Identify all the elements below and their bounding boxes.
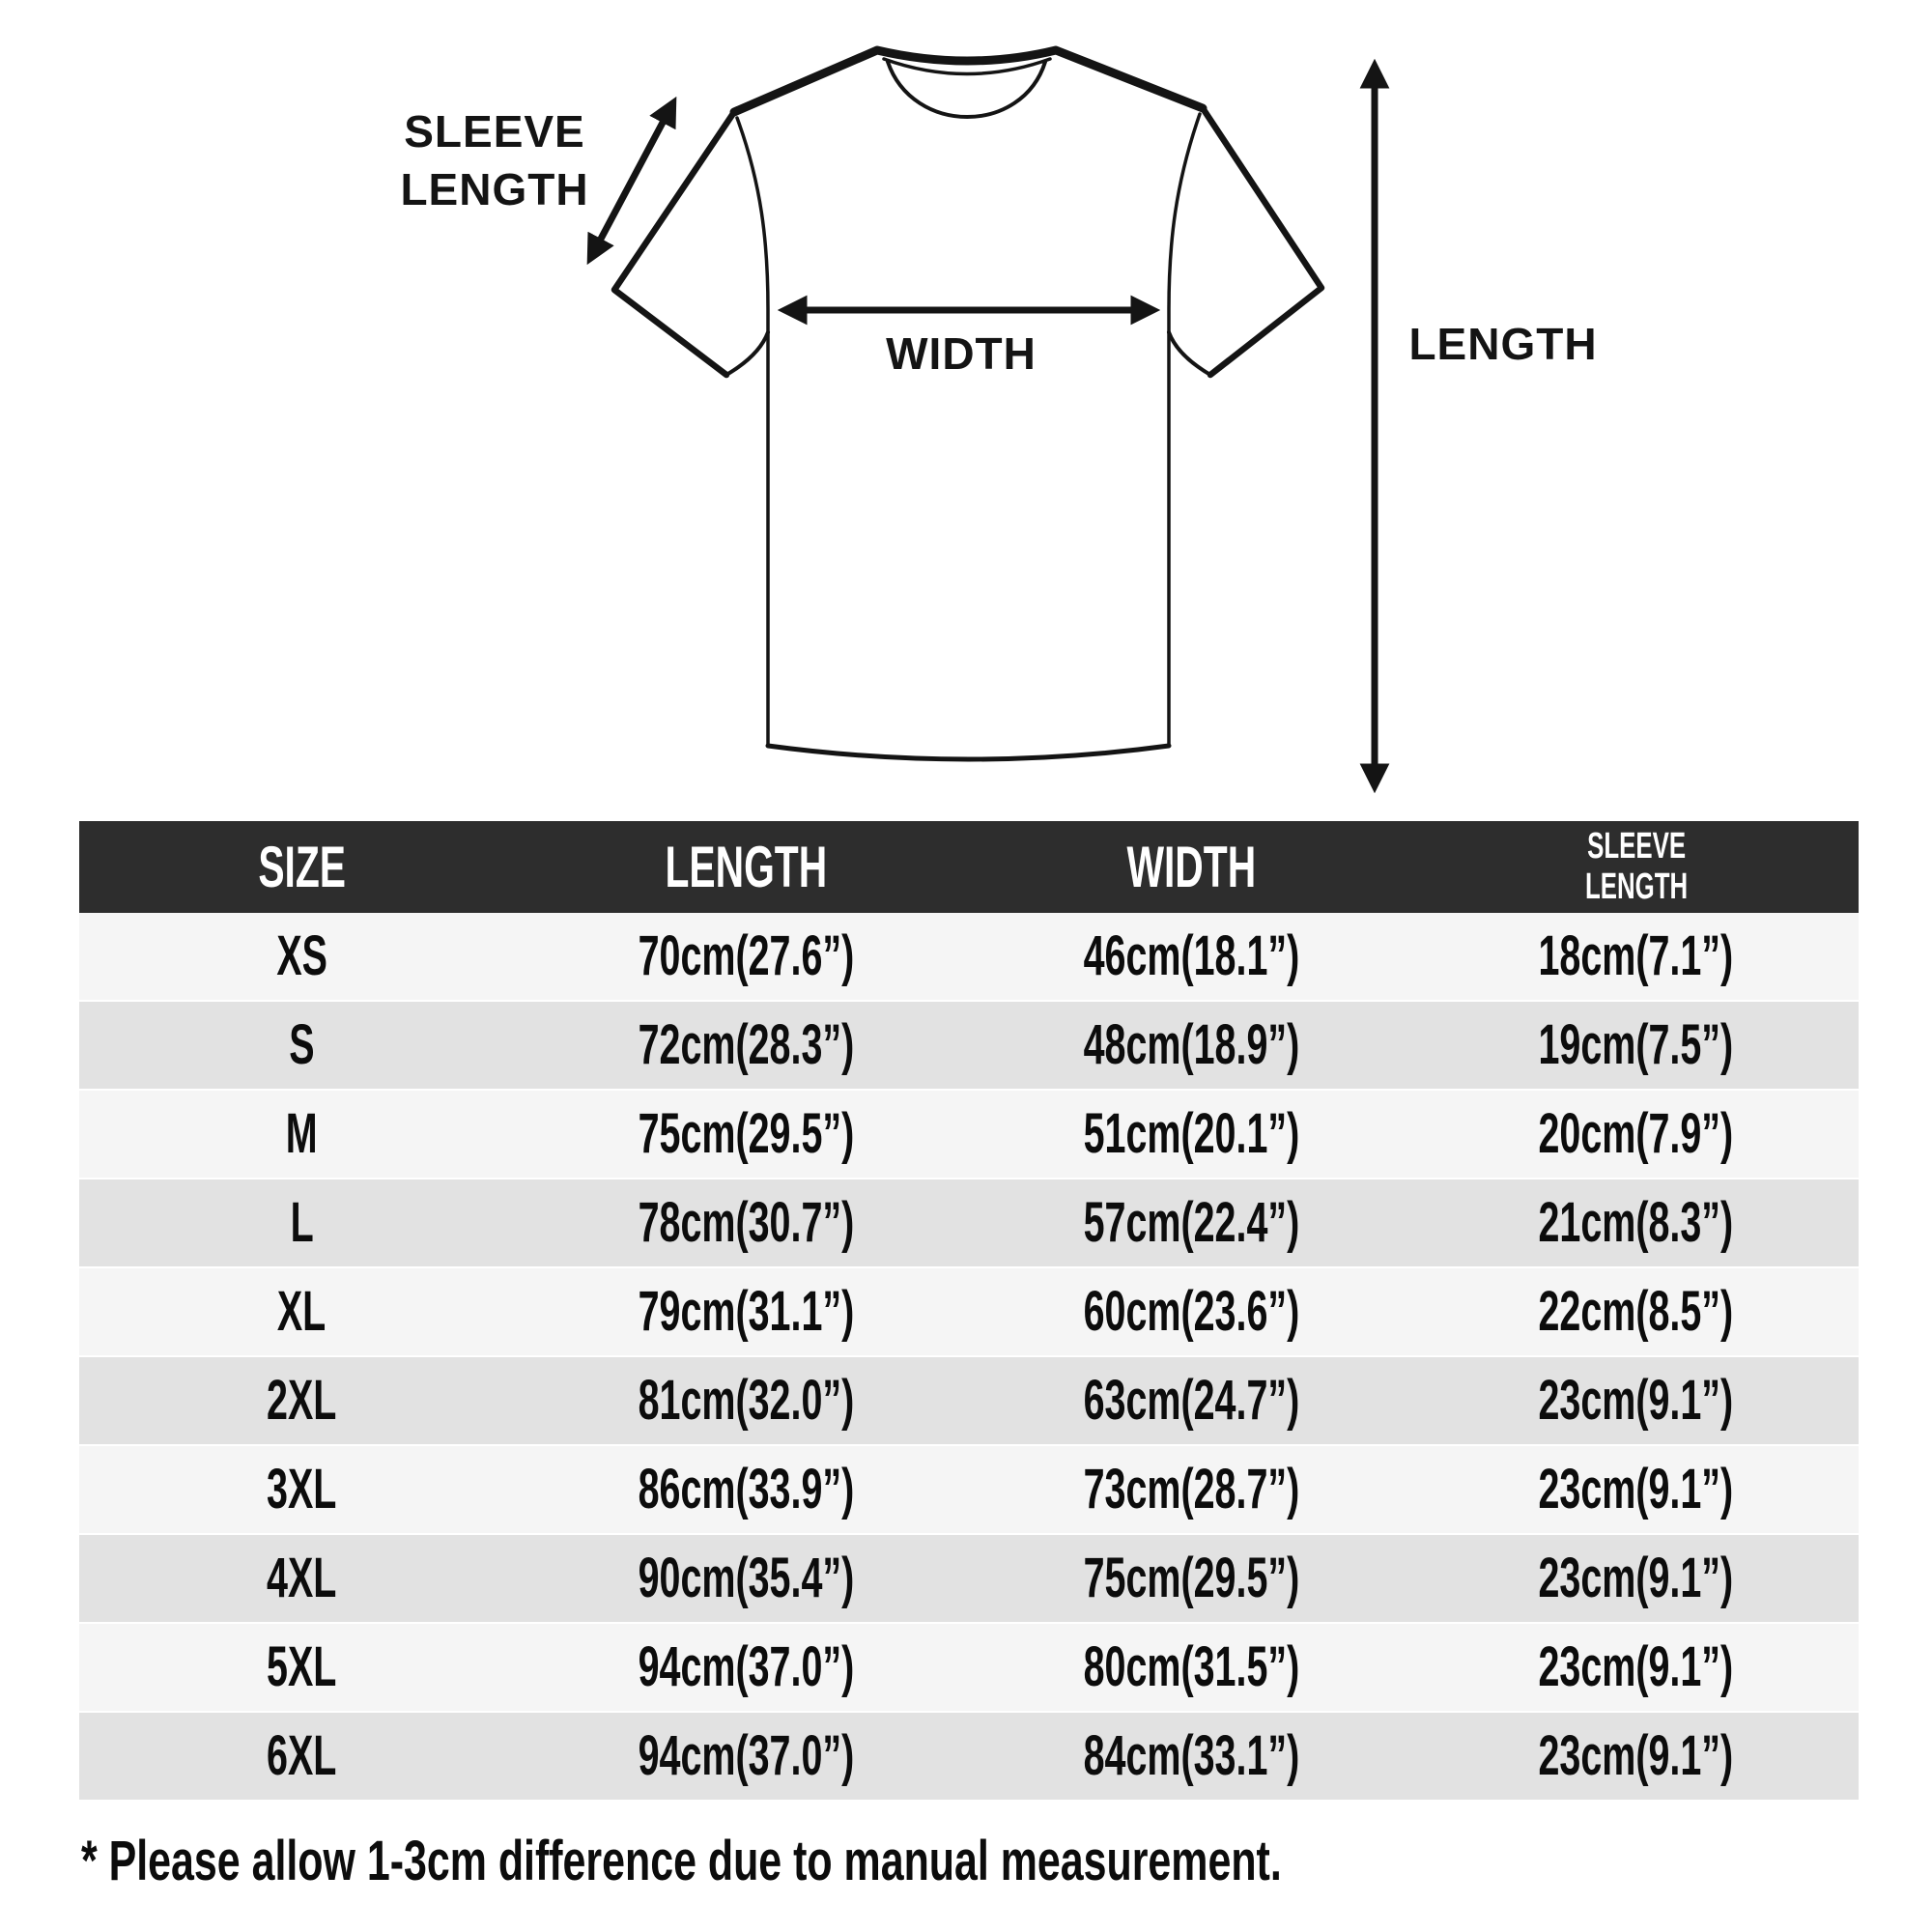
table-row-4xl xyxy=(79,1535,1859,1624)
sleeve-cell: 18cm(7.1”) xyxy=(1538,924,1734,987)
sleeve-length-label-line1: SLEEVE xyxy=(404,106,585,156)
size-cell: 4XL xyxy=(267,1547,337,1609)
left-body-edge xyxy=(737,118,768,746)
width-cell: 48cm(18.9”) xyxy=(1083,1013,1300,1076)
width-cell: 73cm(28.7”) xyxy=(1083,1458,1300,1520)
right-sleeve-line xyxy=(1203,108,1321,375)
right-underarm-seam xyxy=(1169,332,1210,375)
size-cell: XL xyxy=(277,1280,327,1343)
length-cell: 81cm(32.0”) xyxy=(638,1369,855,1432)
size-table xyxy=(79,821,1859,1800)
tshirt-measurement-diagram xyxy=(0,0,1932,821)
table-row-3xl xyxy=(79,1446,1859,1535)
sleeve-cell: 23cm(9.1”) xyxy=(1538,1369,1734,1432)
size-cell: 2XL xyxy=(267,1369,337,1432)
sleeve-cell: 23cm(9.1”) xyxy=(1538,1547,1734,1609)
table-row-xl xyxy=(79,1268,1859,1357)
width-cell: 84cm(33.1”) xyxy=(1083,1724,1300,1787)
sleeve-length-label-line2: LENGTH xyxy=(400,164,589,214)
header-sleeve-length: SLEEVE LENGTH xyxy=(1584,825,1688,907)
width-cell: 57cm(22.4”) xyxy=(1083,1191,1300,1254)
size-table-header-row xyxy=(79,821,1859,913)
size-cell: XS xyxy=(275,924,327,987)
table-row-l xyxy=(79,1179,1859,1268)
length-cell: 86cm(33.9”) xyxy=(638,1458,855,1520)
width-cell: 63cm(24.7”) xyxy=(1083,1369,1300,1432)
table-row-m xyxy=(79,1091,1859,1179)
length-cell: 78cm(30.7”) xyxy=(638,1191,855,1254)
length-cell: 75cm(29.5”) xyxy=(638,1102,855,1165)
table-row-xs xyxy=(79,913,1859,1002)
right-body-edge xyxy=(1169,114,1200,746)
sleeve-cell: 21cm(8.3”) xyxy=(1538,1191,1734,1254)
sleeve-cell: 23cm(9.1”) xyxy=(1538,1724,1734,1787)
measurement-arrows xyxy=(591,68,1375,784)
left-sleeve-line xyxy=(614,112,734,375)
table-row-6xl xyxy=(79,1713,1859,1800)
length-cell: 72cm(28.3”) xyxy=(638,1013,855,1076)
width-label: WIDTH xyxy=(886,328,1037,379)
length-cell: 90cm(35.4”) xyxy=(638,1547,855,1609)
tshirt-outline xyxy=(614,50,1321,759)
width-cell: 51cm(20.1”) xyxy=(1083,1102,1300,1165)
left-underarm-seam xyxy=(726,332,768,375)
sleeve-cell: 23cm(9.1”) xyxy=(1538,1458,1734,1520)
header-size: SIZE xyxy=(257,834,346,899)
size-cell: 5XL xyxy=(267,1635,337,1698)
sleeve-cell: 23cm(9.1”) xyxy=(1538,1635,1734,1698)
length-cell: 94cm(37.0”) xyxy=(638,1724,855,1787)
size-cell: L xyxy=(290,1191,314,1254)
sleeve-length-arrow xyxy=(591,104,672,257)
length-cell: 94cm(37.0”) xyxy=(638,1635,855,1698)
table-row-s xyxy=(79,1002,1859,1091)
size-cell: M xyxy=(285,1102,318,1165)
sleeve-cell: 22cm(8.5”) xyxy=(1538,1280,1734,1343)
length-cell: 70cm(27.6”) xyxy=(638,924,855,987)
length-label: LENGTH xyxy=(1408,319,1598,369)
size-cell: S xyxy=(289,1013,315,1076)
hem-curve xyxy=(768,746,1169,759)
width-cell: 60cm(23.6”) xyxy=(1083,1280,1300,1343)
header-width: WIDTH xyxy=(1126,834,1257,899)
table-row-2xl xyxy=(79,1357,1859,1446)
sleeve-cell: 20cm(7.9”) xyxy=(1538,1102,1734,1165)
size-cell: 3XL xyxy=(267,1458,337,1520)
size-cell: 6XL xyxy=(267,1724,337,1787)
header-length: LENGTH xyxy=(665,834,828,899)
measurement-disclaimer: * Please allow 1-3cm difference due to manual measurement. xyxy=(81,1830,1282,1892)
shoulder-collar-line xyxy=(734,50,1203,112)
table-row-5xl xyxy=(79,1624,1859,1713)
neckline-curve xyxy=(888,62,1045,117)
width-cell: 46cm(18.1”) xyxy=(1083,924,1300,987)
width-cell: 75cm(29.5”) xyxy=(1083,1547,1300,1609)
length-cell: 79cm(31.1”) xyxy=(638,1280,855,1343)
sleeve-cell: 19cm(7.5”) xyxy=(1538,1013,1734,1076)
width-cell: 80cm(31.5”) xyxy=(1083,1635,1300,1698)
